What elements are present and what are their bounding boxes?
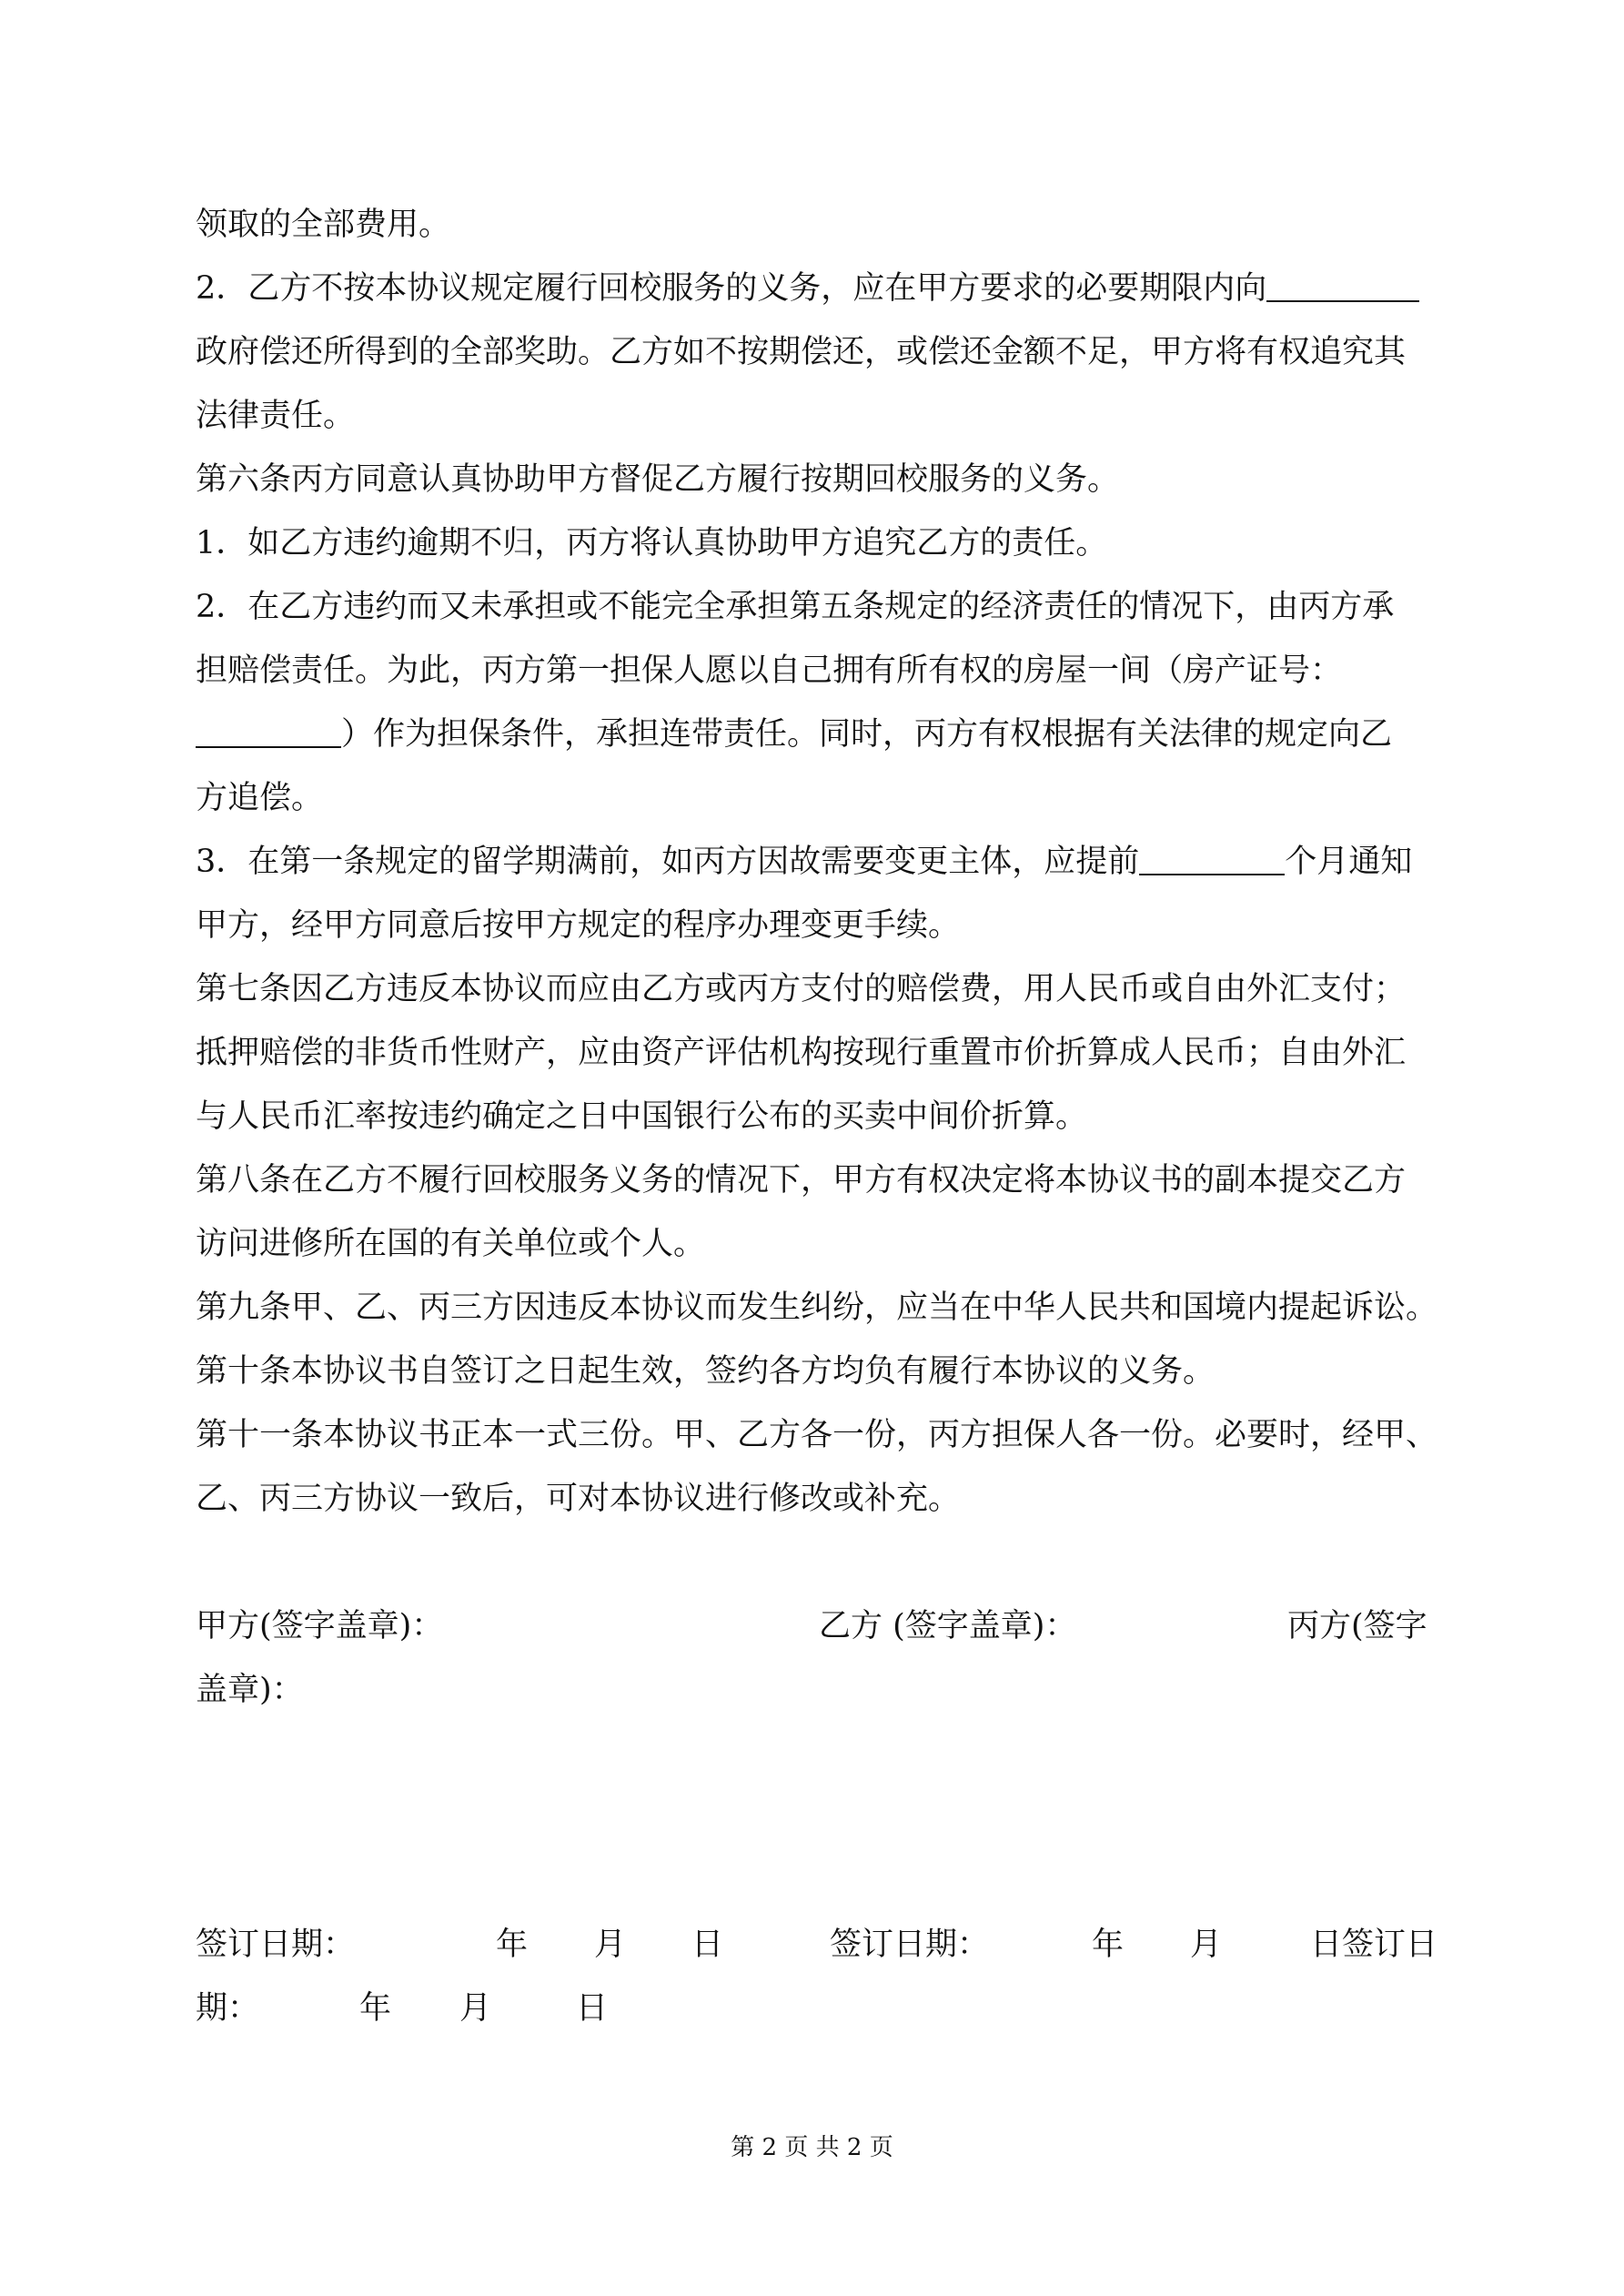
signature-row-continued [196,1658,1437,1722]
day-3: 日 [576,1990,609,2027]
text-line: 第十一条本协议书正本一式三份。甲、乙方各一份，丙方担保人各一份。必要时，经甲、 [196,1417,1438,1453]
text-line: 2．在乙方违约而又未承担或不能完全承担第五条规定的经济责任的情况下，由丙方承 [196,589,1395,625]
text-line: 政府偿还所得到的全部奖助。乙方如不按期偿还，或偿还金额不足，甲方将有权追究其 [196,334,1407,370]
party-c-signature-label: 丙方(签字 [1287,1608,1427,1644]
text-line: 第七条因乙方违反本协议而应由乙方或丙方支付的赔偿费，用人民币或自由外汇支付； [196,971,1407,1007]
blank-field [1266,269,1419,302]
party-a-signature-label: 甲方(签字盖章)： [196,1608,444,1644]
text-line: 乙、丙三方协议一致后，可对本协议进行修改或补充。 [196,1481,961,1517]
month-3: 月 [459,1990,492,2027]
text-line: 第八条在乙方不履行回校服务义务的情况下，甲方有权决定将本协议书的副本提交乙方 [196,1162,1407,1199]
text-line: 1．如乙方违约逾期不归，丙方将认真协助甲方追究乙方的责任。 [196,525,1108,561]
blank-field [196,715,341,748]
page-footer: 第 2 页 共 2 页 [731,2134,893,2161]
day-2-and-date-label-3: 日签订日 [1310,1927,1438,1963]
spacer [196,1531,1437,1594]
text-line: 第九条甲、乙、丙三方因违反本协议而发生纠纷，应当在中华人民共和国境内提起诉讼。 [196,1290,1438,1326]
date-label-3-end: 期： [196,1990,260,2027]
year-1: 年 [496,1927,529,1963]
party-b-signature-label: 乙方 (签字盖章)： [819,1608,1077,1644]
month-2: 月 [1190,1927,1223,1963]
text-line: 方追偿。 [196,780,324,816]
text-line: ）作为担保条件，承担连带责任。同时，丙方有权根据有关法律的规定向乙 [196,703,1437,766]
day-1: 日 [691,1927,724,1963]
text-line: 2．乙方不按本协议规定履行回校服务的义务，应在甲方要求的必要期限内向 [196,257,1437,320]
spacer [196,1722,1437,1913]
text-line: 与人民币汇率按违约确定之日中国银行公布的买卖中间价折算。 [196,1098,1088,1135]
date-row [196,1913,1437,1977]
date-label-2: 签订日期： [830,1927,990,1963]
text-line: 第六条丙方同意认真协助甲方督促乙方履行按期回校服务的义务。 [196,461,1120,498]
year-2: 年 [1092,1927,1125,1963]
date-row-continued [196,1977,1437,2040]
month-1: 月 [594,1927,627,1963]
text-line: 访问进修所在国的有关单位或个人。 [196,1226,706,1262]
text-line: 抵押赔偿的非货币性财产，应由资产评估机构按现行重置市价折算成人民币；自由外汇 [196,1035,1407,1071]
text-line: 甲方，经甲方同意后按甲方规定的程序办理变更手续。 [196,907,961,944]
blank-field [1139,843,1285,875]
agreement-body [196,193,1437,2040]
party-c-signature-label-end: 盖章)： [196,1672,304,1708]
text-line: 领取的全部费用。 [196,207,451,243]
signature-row [196,1594,1437,1658]
text-line: 担赔偿责任。为此，丙方第一担保人愿以自己拥有所有权的房屋一间（房产证号： [196,652,1343,689]
date-label-1: 签订日期： [196,1927,356,1963]
text-line: 第十条本协议书自签订之日起生效，签约各方均负有履行本协议的义务。 [196,1353,1215,1390]
text-line: 3．在第一条规定的留学期满前，如丙方因故需要变更主体，应提前 个月通知 [196,844,1413,880]
year-3: 年 [359,1990,392,2027]
text-line: 法律责任。 [196,398,356,434]
